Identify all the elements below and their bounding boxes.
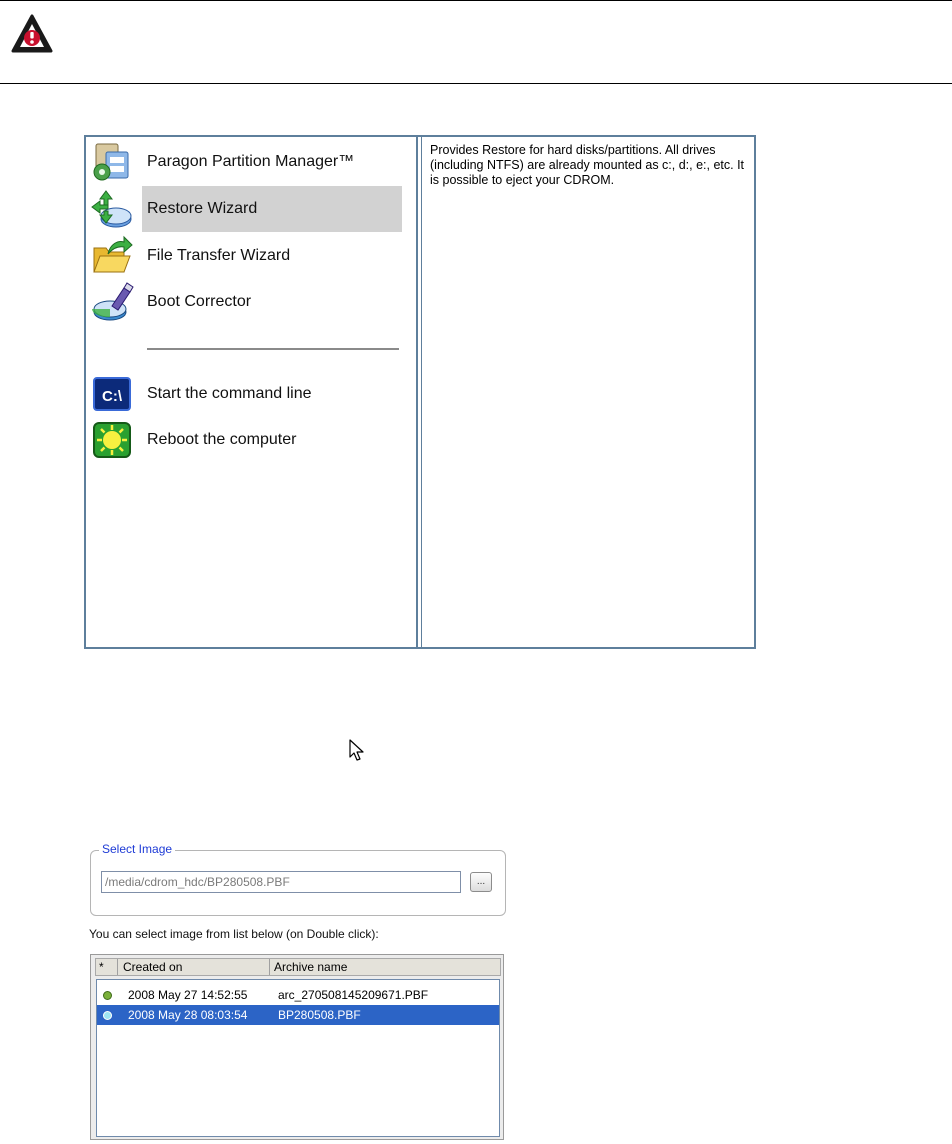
menu-item-label: File Transfer Wizard <box>147 247 291 264</box>
status-dot-icon <box>103 1011 112 1020</box>
select-image-legend: Select Image <box>99 842 175 856</box>
menu-item-label: Boot Corrector <box>147 293 252 310</box>
boot-corrector-icon <box>90 280 134 324</box>
warning-icon <box>10 13 54 57</box>
partition-manager-icon <box>90 140 134 184</box>
table-row[interactable] <box>97 985 499 1005</box>
cell-created-on: 2008 May 27 14:52:55 <box>128 988 248 1002</box>
warning-bar <box>0 0 952 84</box>
column-header-archive-name[interactable]: Archive name <box>274 960 348 974</box>
table-row[interactable] <box>97 1005 499 1025</box>
boot-menu-window <box>84 135 756 649</box>
file-transfer-icon <box>90 234 134 278</box>
command-line-icon <box>90 372 134 416</box>
svg-text:C:\: C:\ <box>102 388 122 405</box>
menu-item-boot-corrector[interactable] <box>142 279 402 325</box>
menu-item-reboot[interactable] <box>142 417 402 463</box>
menu-item-label: Reboot the computer <box>147 431 297 448</box>
restore-wizard-icon <box>90 187 134 231</box>
menu-list <box>86 137 418 647</box>
mouse-pointer-icon <box>349 739 367 763</box>
cell-archive-name: arc_270508145209671.PBF <box>278 988 429 1002</box>
menu-separator <box>147 348 399 350</box>
column-header-marker[interactable]: * <box>96 959 118 975</box>
browse-button[interactable]: ... <box>470 872 492 892</box>
menu-item-label: Paragon Partition Manager™ <box>147 153 355 170</box>
image-path-input[interactable] <box>101 871 461 893</box>
image-list <box>90 954 504 1140</box>
menu-item-partition-manager[interactable] <box>142 139 402 185</box>
cell-archive-name: BP280508.PBF <box>278 1008 361 1022</box>
menu-item-restore-wizard[interactable] <box>142 186 402 232</box>
column-header-created-on[interactable]: Created on <box>120 959 270 975</box>
menu-item-file-transfer[interactable] <box>142 233 402 279</box>
cell-created-on: 2008 May 28 08:03:54 <box>128 1008 248 1022</box>
menu-item-label: Restore Wizard <box>147 200 258 217</box>
menu-item-command-line[interactable] <box>142 371 402 417</box>
menu-item-label: Start the command line <box>147 385 312 402</box>
image-list-body <box>96 979 500 1137</box>
status-dot-icon <box>103 991 112 1000</box>
image-list-header <box>95 958 501 976</box>
reboot-icon <box>90 418 134 462</box>
menu-description: Provides Restore for hard disks/partitions. All drives (including NTFS) are already mounted as c:, d:, e:, etc. It is possible to eject your CDROM. <box>421 137 754 647</box>
select-image-group <box>90 842 506 916</box>
image-list-hint: You can select image from list below (on Double click): <box>89 927 379 941</box>
